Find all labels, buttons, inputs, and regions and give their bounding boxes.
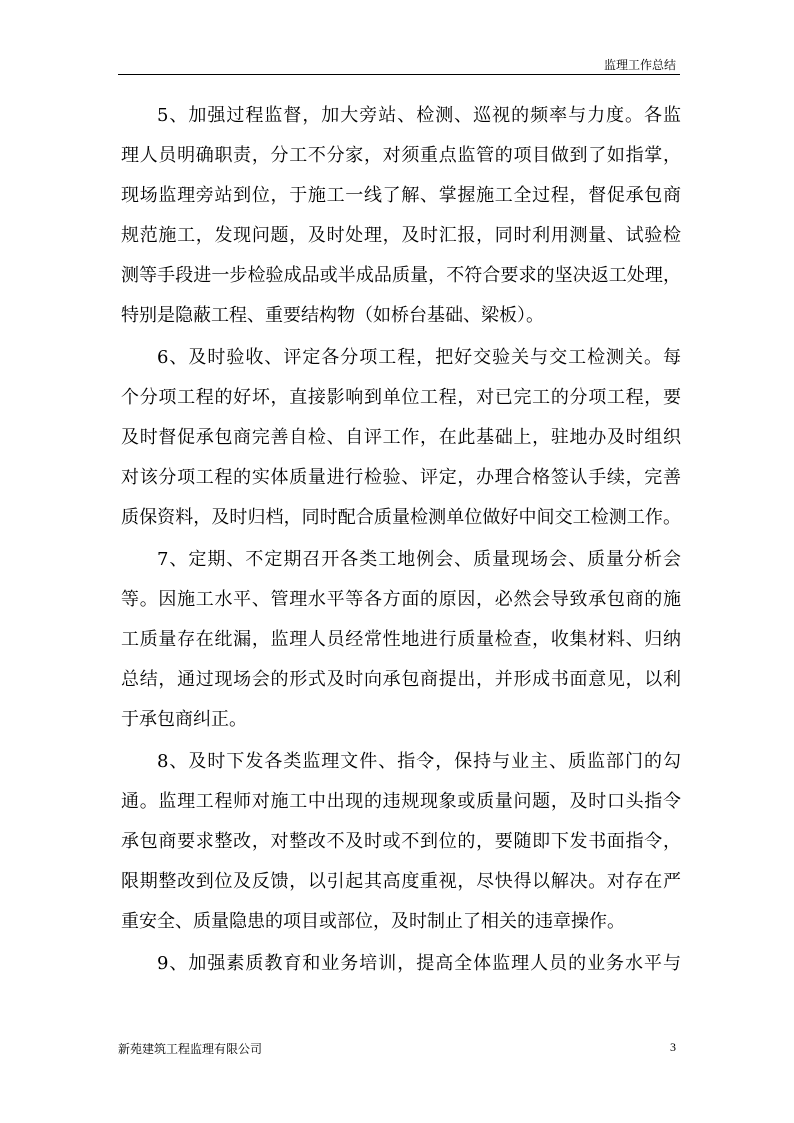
text-line: 5、加强过程监督，加大旁站、检测、巡视的频率与力度。各监 [157,105,681,126]
text-line: 测等手段进一步检验成品或半成品质量，不符合要求的坚决返工处理， [121,265,681,286]
text-line: 6、及时验收、评定各分项工程，把好交验关与交工检测关。每 [157,347,681,368]
text-line: 特别是隐蔽工程、重要结构物（如桥台基础、梁板）。 [121,305,544,326]
text-line: 规范施工，发现问题，及时处理，及时汇报，同时利用测量、试验检 [121,225,681,246]
text-line: 及时督促承包商完善自检、自评工作，在此基础上，驻地办及时组织 [121,427,681,448]
page-header [118,52,680,75]
text-line: 重安全、质量隐患的项目或部位，及时制止了相关的违章操作。 [121,911,625,932]
text-line: 承包商要求整改，对整改不及时或不到位的，要随即下发书面指令， [121,831,681,852]
header-title: 监理工作总结 [603,58,676,72]
text-line: 8、及时下发各类监理文件、指令，保持与业主、质监部门的勾 [157,751,681,772]
page-number: 3 [670,1040,676,1054]
text-line: 工质量存在纰漏，监理人员经常性地进行质量检查，收集材料、归纳 [121,629,681,650]
text-line: 理人员明确职责，分工不分家，对须重点监管的项目做到了如指掌， [121,145,681,166]
text-line: 等。因施工水平、管理水平等各方面的原因，必然会导致承包商的施 [121,589,681,610]
text-line: 于承包商纠正。 [121,709,247,730]
text-line: 限期整改到位及反馈，以引起其高度重视，尽快得以解决。对存在严 [121,871,681,892]
footer-company: 新苑建筑工程监理有限公司 [118,1042,263,1056]
text-line: 总结，通过现场会的形式及时向承包商提出，并形成书面意见，以利 [121,669,681,690]
text-line: 9、加强素质教育和业务培训，提高全体监理人员的业务水平与 [157,953,681,974]
text-line: 个分项工程的好坏，直接影响到单位工程，对已完工的分项工程，要 [121,387,681,408]
text-line: 现场监理旁站到位，于施工一线了解、掌握施工全过程，督促承包商 [121,185,681,206]
text-line: 质保资料，及时归档，同时配合质量检测单位做好中间交工检测工作。 [121,507,681,528]
text-line: 通。监理工程师对施工中出现的违规现象或质量问题，及时口头指令 [121,791,681,812]
text-line: 7、定期、不定期召开各类工地例会、质量现场会、质量分析会 [157,549,681,570]
text-line: 对该分项工程的实体质量进行检验、评定，办理合格签认手续，完善 [121,467,681,488]
